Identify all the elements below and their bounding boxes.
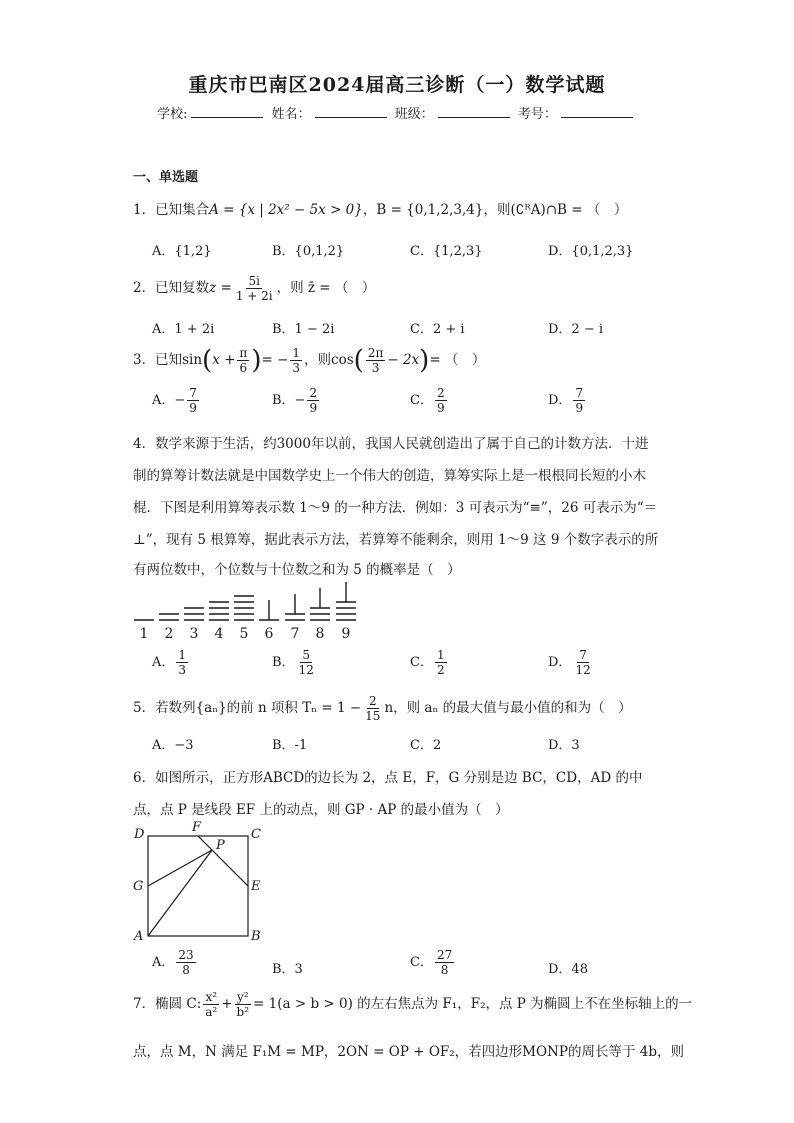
label-e: E	[251, 879, 261, 894]
question-4-line-5: 有两位数中，个位数与十位数之和为 5 的概率是（ ）	[133, 562, 461, 578]
q2-option-d[interactable]: D．2 − i	[548, 322, 604, 337]
q3-option-a[interactable]: A．− $\frac{7}{9}$	[152, 386, 197, 415]
school-blank[interactable]	[191, 105, 263, 118]
q1-option-a[interactable]: A．{1,2}	[152, 244, 212, 259]
label-f: F	[192, 820, 202, 835]
section-heading: 一、单选题	[133, 170, 199, 185]
q5-option-b[interactable]: B．-1	[272, 738, 308, 753]
question-2-stem: 2．已知复数z = $\frac{5i}{1 + 2i}$ ，则 z̄ = （ ）	[133, 274, 376, 303]
rod-digit-5: 5	[239, 626, 249, 642]
name-blank[interactable]	[315, 105, 387, 118]
question-3-stem: 3．已知sin(x + $\frac{\pi}{6}$ )= − $\frac{1}{3}$ ，则cos( $\frac{2\pi}{3}$ − 2x)= （ ）	[133, 345, 486, 376]
question-4-line-1: 4．数学来源于生活，约3000年以前，我国人民就创造出了属于自己的计数方法．十进	[133, 436, 649, 452]
school-label: 学校:	[157, 107, 188, 122]
student-info-line	[0, 103, 794, 122]
q5-option-c[interactable]: C．2	[410, 738, 442, 753]
q6-option-b[interactable]: B．3	[272, 962, 303, 977]
square-figure	[128, 818, 268, 946]
q2-option-b[interactable]: B．1 − 2i	[272, 322, 335, 337]
question-1-stem: 1．已知集合A = {x | 2x² − 5x > 0}，B = {0,1,2,3,4}，则(∁ᴿA)∩B = （ ）	[133, 202, 628, 218]
class-blank[interactable]	[438, 105, 510, 118]
number-blank[interactable]	[561, 105, 633, 118]
class-label: 班级：	[394, 107, 434, 122]
rod-digit-4: 4	[214, 626, 224, 642]
q6-option-d[interactable]: D．48	[548, 962, 588, 977]
label-g: G	[133, 879, 144, 894]
q1-option-c[interactable]: C．{1,2,3}	[410, 244, 483, 259]
q3-option-c[interactable]: C． $\frac{2}{9}$	[410, 386, 445, 415]
segment-gp	[148, 850, 212, 886]
label-b: B	[251, 929, 261, 944]
question-7-line-2: 点，点 M，N 满足 F₁M = MP，2ON = OP + OF₂，若四边形MONP的周长等于 4b，则	[133, 1044, 684, 1060]
page-title: 重庆市巴南区2024届高三诊断（一）数学试题	[188, 74, 606, 96]
label-d: D	[134, 827, 145, 842]
rod-digit-3: 3	[189, 626, 199, 642]
label-p: P	[216, 838, 225, 853]
counting-rods-figure	[128, 580, 368, 642]
segment-ap	[148, 850, 212, 936]
question-6-line-1: 6．如图所示，正方形ABCD的边长为 2，点 E，F，G 分别是边 BC，CD，AD 的中	[133, 770, 643, 786]
question-7-line-1: 7．椭圆 C: $\frac{\text{x²}}{\text{a²}}$ + $\frac{\text{y²}}{\text{b²}}$ = 1(a > b > 0) 的左右焦点为 F₁，F₂，点 P 为椭圆上不在坐标轴上的一	[133, 990, 693, 1019]
q4-option-c[interactable]: C． $\frac{1}{2}$	[410, 648, 445, 677]
rod-digit-9: 9	[341, 626, 351, 642]
q1-option-d[interactable]: D．{0,1,2,3}	[548, 244, 634, 259]
q4-option-a[interactable]: A． $\frac{1}{3}$	[152, 648, 187, 677]
label-a: A	[134, 929, 144, 944]
q6-option-a[interactable]: A． $\frac{23}{8}$	[152, 948, 194, 977]
rod-digit-2: 2	[164, 626, 174, 642]
rod-digit-7: 7	[290, 626, 300, 642]
q3-option-d[interactable]: D． $\frac{7}{9}$	[548, 386, 584, 415]
question-6-line-2: 点，点 P 是线段 EF 上的动点，则 GP · AP 的最小值为（ ）	[133, 802, 509, 818]
q3-option-b[interactable]: B．− $\frac{2}{9}$	[272, 386, 318, 415]
rod-digit-6: 6	[264, 626, 274, 642]
q4-option-d[interactable]: D． $\frac{7}{12}$	[548, 648, 591, 677]
number-label: 考号：	[517, 107, 557, 122]
question-4-line-2: 制的算筹计数法就是中国数学史上一个伟大的创造，算筹实际上是一根根同长短的小木	[133, 468, 646, 484]
q4-option-b[interactable]: B． $\frac{5}{12}$	[272, 648, 314, 677]
question-4-line-4: ⊥”，现有 5 根算筹，据此表示方法，若算筹不能剩余，则用 1～9 这 9 个数字表示的所	[133, 532, 659, 548]
name-label: 姓名：	[271, 107, 311, 122]
rod-digit-1: 1	[139, 626, 149, 642]
label-c: C	[251, 827, 261, 842]
square-abcd	[148, 836, 248, 936]
q1-option-b[interactable]: B．{0,1,2}	[272, 244, 345, 259]
q2-option-a[interactable]: A．1 + 2i	[152, 322, 215, 337]
rod-digit-8: 8	[315, 626, 325, 642]
q6-option-c[interactable]: C． $\frac{27}{8}$	[410, 948, 453, 977]
question-5-stem: 5．若数列{aₙ}的前 n 项积 Tₙ = 1 − $\frac{2}{15}$ n，则 aₙ 的最大值与最小值的和为（ ）	[133, 694, 632, 723]
question-4-line-3: 棍．下图是利用算筹表示数 1～9 的一种方法．例如：3 可表示为“≡”，26 可表示为“＝	[133, 500, 658, 516]
q5-option-a[interactable]: A．−3	[152, 738, 194, 753]
q5-option-d[interactable]: D．3	[548, 738, 580, 753]
q2-option-c[interactable]: C．2 + i	[410, 322, 465, 337]
